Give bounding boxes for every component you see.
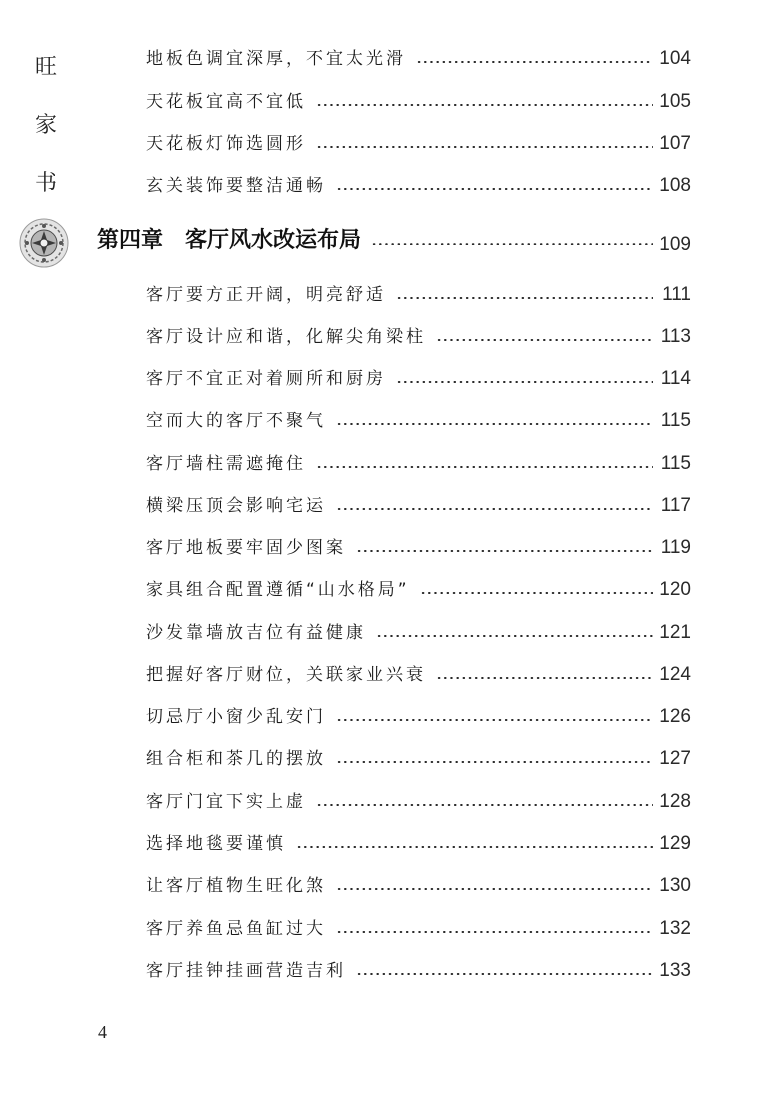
toc-entry-title: 切忌厅小窗少乱安门 <box>146 707 326 727</box>
toc-entry[interactable] <box>146 827 691 857</box>
toc-entry-page: 129 <box>659 833 691 854</box>
leader-dots <box>336 888 653 890</box>
toc-entry-page: 124 <box>659 664 691 685</box>
toc-entry[interactable] <box>146 127 691 157</box>
leader-dots <box>356 973 653 975</box>
leader-dots <box>356 550 653 552</box>
toc-entry-title: 把握好客厅财位，关联家业兴衰 <box>146 665 426 685</box>
toc-entry[interactable] <box>146 42 691 72</box>
toc-entry[interactable] <box>146 912 691 942</box>
toc-entry-page: 126 <box>659 706 691 727</box>
toc-entry-page: 105 <box>659 91 691 112</box>
toc-entry-page: 127 <box>659 748 691 769</box>
toc-entry[interactable] <box>146 362 691 392</box>
chapter-page: 109 <box>659 234 691 255</box>
toc-entry-title: 家具组合配置遵循“山水格局” <box>146 580 410 600</box>
toc-entry[interactable] <box>146 169 691 199</box>
leader-dots <box>336 508 653 510</box>
leader-dots <box>396 381 653 383</box>
toc-entry[interactable] <box>146 489 691 519</box>
toc-entry-title: 天花板宜高不宜低 <box>146 92 306 112</box>
leader-dots <box>316 804 653 806</box>
chapter-title: 客厅风水改运布局 <box>185 228 362 253</box>
toc-entry[interactable] <box>146 278 691 308</box>
toc-entry-page: 108 <box>659 175 691 196</box>
leader-dots <box>316 146 653 148</box>
toc-entry-page: 133 <box>659 960 691 981</box>
ornament-emblem-icon <box>18 217 70 269</box>
toc-entry[interactable] <box>146 700 691 730</box>
toc-entry[interactable] <box>146 954 691 984</box>
toc-entry-page: 107 <box>659 133 691 154</box>
chapter-number: 第四章 <box>97 228 164 253</box>
toc-entry-title: 地板色调宜深厚，不宜太光滑 <box>146 49 406 69</box>
side-title-char-3: 书 <box>34 171 57 196</box>
leader-dots <box>436 339 653 341</box>
toc-entry-page: 119 <box>660 537 691 558</box>
leader-dots <box>296 846 653 848</box>
toc-entry[interactable] <box>146 404 691 434</box>
toc-entry-title: 客厅设计应和谐，化解尖角梁柱 <box>146 327 426 347</box>
leader-dots <box>316 466 653 468</box>
toc-entry-title: 组合柜和茶几的摆放 <box>146 749 326 769</box>
toc-entry-page: 128 <box>659 791 691 812</box>
leader-dots <box>336 423 653 425</box>
side-title-char-2: 家 <box>34 113 57 138</box>
page-number: 4 <box>98 1022 107 1042</box>
toc-entry-page: 121 <box>659 622 691 643</box>
toc-entry-title: 客厅养鱼忌鱼缸过大 <box>146 919 326 939</box>
toc-entry-title: 客厅墙柱需遮掩住 <box>146 454 306 474</box>
toc-entry-page: 113 <box>660 326 691 347</box>
leader-dots <box>416 61 653 63</box>
toc-entry-page: 117 <box>660 495 691 516</box>
toc-entry-page: 104 <box>659 48 691 69</box>
toc-entry-title: 客厅不宜正对着厕所和厨房 <box>146 369 386 389</box>
toc-entry-title: 客厅要方正开阔，明亮舒适 <box>146 285 386 305</box>
toc-entry-title: 玄关装饰要整洁通畅 <box>146 176 326 196</box>
toc-entry[interactable] <box>146 785 691 815</box>
toc-entry[interactable] <box>146 447 691 477</box>
toc-entry-title: 客厅挂钟挂画营造吉利 <box>146 961 346 981</box>
leader-dots <box>420 592 653 594</box>
toc-entry[interactable] <box>146 658 691 688</box>
toc-entry[interactable] <box>146 742 691 772</box>
toc-entry-title: 客厅门宜下实上虚 <box>146 792 306 812</box>
toc-entry[interactable] <box>146 616 691 646</box>
leader-dots <box>336 188 653 190</box>
leader-dots <box>371 243 653 245</box>
toc-entry[interactable] <box>146 85 691 115</box>
side-title-char-1: 旺 <box>34 55 57 80</box>
toc-entry-title: 沙发靠墙放吉位有益健康 <box>146 623 366 643</box>
leader-dots <box>336 761 653 763</box>
toc-entry[interactable] <box>146 869 691 899</box>
toc-entry-page: 114 <box>660 368 691 389</box>
leader-dots <box>376 635 653 637</box>
toc-entry-title: 选择地毯要谨慎 <box>146 834 286 854</box>
toc-entry-page: 132 <box>659 918 691 939</box>
leader-dots <box>316 104 653 106</box>
leader-dots <box>336 931 653 933</box>
toc-entry[interactable] <box>146 573 691 603</box>
toc-entry-page: 111 <box>662 284 691 305</box>
toc-entry-title: 让客厅植物生旺化煞 <box>146 876 326 896</box>
chapter-heading[interactable] <box>97 222 691 256</box>
leader-dots <box>436 677 653 679</box>
toc-entry[interactable] <box>146 320 691 350</box>
toc-entry-title: 客厅地板要牢固少图案 <box>146 538 346 558</box>
toc-entry-title: 空而大的客厅不聚气 <box>146 411 326 431</box>
toc-entry[interactable] <box>146 531 691 561</box>
leader-dots <box>396 297 653 299</box>
leader-dots <box>336 719 653 721</box>
toc-entry-page: 115 <box>660 453 691 474</box>
toc-entry-page: 120 <box>659 579 691 600</box>
toc-entry-page: 115 <box>660 410 691 431</box>
toc-entry-title: 横梁压顶会影响宅运 <box>146 496 326 516</box>
toc-entry-page: 130 <box>659 875 691 896</box>
toc-entry-title: 天花板灯饰选圆形 <box>146 134 306 154</box>
